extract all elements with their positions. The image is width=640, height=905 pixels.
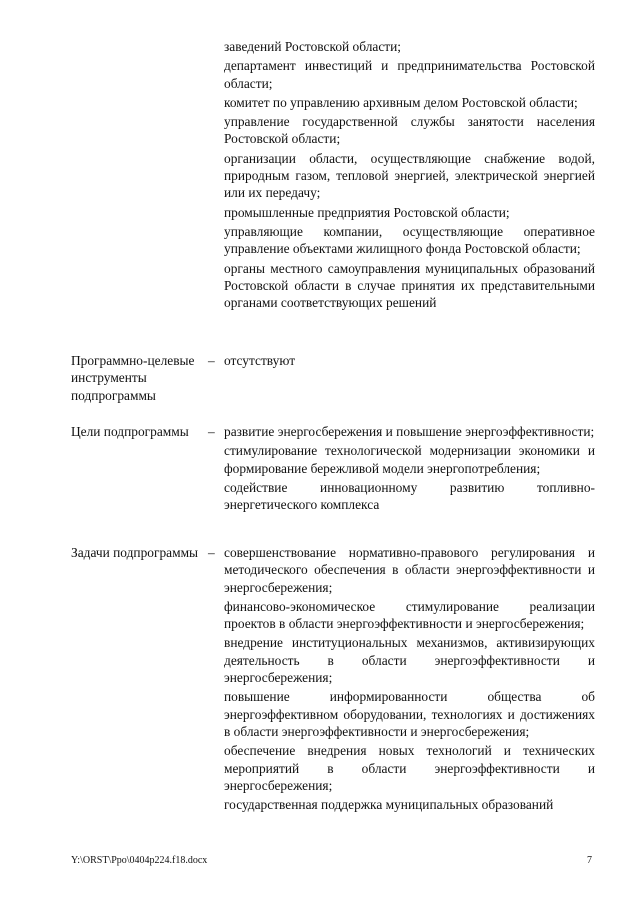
list-item: содействие инновационному развитию топливно-энергетического комплекса: [224, 479, 595, 513]
list-item: совершенствование нормативно-правового регулирования и методического обеспечения в области энергоэффективности и энергосбережения;: [224, 545, 595, 595]
list-item: стимулирование технологической модернизации экономики и формирование бережливой модели энергопотребления;: [224, 443, 595, 476]
section-content: [224, 544, 595, 815]
list-item: промышленные предприятия Ростовской области;: [224, 204, 510, 220]
list-item: организации области, осуществляющие снабжение водой, природным газом, тепловой энергией, электрической энергией или их передачу;: [224, 150, 595, 201]
list-item: повышение информированности общества об энергоэффективном оборудовании, технологиях и достижениях в области энергоэффективности и энергосбережения;: [224, 689, 595, 739]
list-item: органы местного самоуправления муниципальных образований Ростовской области в случае принятия их представительными органами соответствующих решений: [224, 260, 595, 311]
list-item: внедрение институциональных механизмов, активизирующих деятельность в области энергоэффективности и энергосбережения;: [224, 635, 595, 686]
list-item: управление государственной службы занятости населения Ростовской области;: [224, 114, 595, 147]
list-item: департамент инвестиций и предпринимательства Ростовской области;: [224, 58, 595, 91]
section-dash: –: [208, 353, 215, 368]
footer-file-path: Y:\ORST\Ppo\0404p224.f18.docx: [71, 855, 208, 866]
continuation-list: [224, 38, 595, 313]
section-content: [224, 423, 595, 515]
list-item: государственная поддержка муниципальных образований: [224, 797, 554, 813]
section-dash: –: [208, 424, 215, 439]
list-item: обеспечение внедрения новых технологий и технических мероприятий в области энергоэффективности и энергосбережения;: [224, 743, 595, 793]
list-item: заведений Ростовской области;: [224, 39, 402, 54]
list-item: комитет по управлению архивным делом Ростовской области;: [224, 94, 578, 110]
list-item: отсутствуют: [224, 353, 296, 368]
section-label: Задачи подпрограммы: [71, 545, 199, 560]
list-item: развитие энергосбережения и повышение энергоэффективности;: [224, 424, 595, 439]
footer-page-number: 7: [587, 855, 592, 866]
section-label: Программно-целевые инструменты подпрограммы: [71, 353, 195, 403]
list-item: управляющие компании, осуществляющие оперативное управление объектами жилищного фонда Ростовской области;: [224, 223, 595, 257]
section-label: Цели подпрограммы: [71, 424, 189, 439]
list-item: финансово-экономическое стимулирование реализации проектов в области энергоэффективности и энергосбережения;: [224, 598, 595, 632]
section-content: [224, 352, 595, 371]
section-dash: –: [208, 545, 215, 560]
